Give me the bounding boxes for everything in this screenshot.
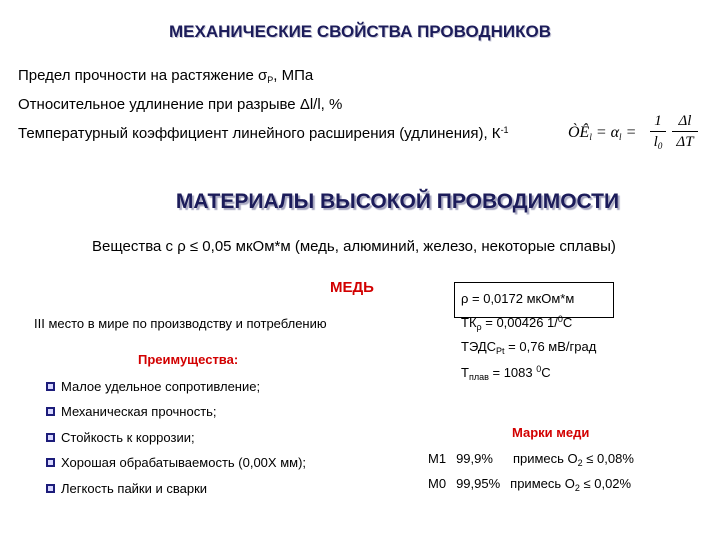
elongation-line: Относительное удлинение при разрыве Δl/l, %: [18, 96, 343, 113]
temp-coeff-line: [18, 125, 509, 142]
formula-fraction-1: 1 $l_0$: [650, 112, 666, 155]
tensile-text: Предел прочности на растяжение σ: [18, 67, 268, 84]
advantage-item: Легкость пайки и сварки: [46, 481, 207, 496]
resistivity-value: ρ = 0,0172 мкОм*м: [461, 291, 575, 306]
grade-row: М1 99,9% примесь $О_2 \le 0,08\%$: [428, 451, 634, 468]
expansion-formula: [568, 112, 708, 158]
page-title: МЕХАНИЧЕСКИЕ СВОЙСТВА ПРОВОДНИКОВ: [169, 22, 551, 41]
checkbox-bullet-icon: [46, 407, 55, 416]
copper-grades-title: Марки меди: [512, 425, 590, 440]
tensile-unit: , МПа: [273, 67, 314, 84]
checkbox-bullet-icon: [46, 382, 55, 391]
checkbox-bullet-icon: [46, 458, 55, 467]
production-rank: III место в мире по производству и потреблению: [34, 316, 327, 331]
temp-coeff-superscript: -1: [500, 125, 509, 135]
substances-line: Вещества с ρ ≤ 0,05 мкОм*м (медь, алюминий, железо, некоторые сплавы): [92, 238, 616, 255]
tensile-strength-line: [18, 67, 313, 85]
tensile-subscript: Р: [267, 75, 274, 85]
advantage-item: Малое удельное сопротивление;: [46, 379, 260, 394]
teds-value: $ТЭДС_{Pt} = 0,76$ мВ/град: [461, 339, 597, 356]
grade-row: М0 99,95% примесь $О_2 \le 0,02\%$: [428, 476, 632, 493]
formula-lhs: $ÒÊ_l = \alpha_l$ =: [568, 124, 637, 142]
advantage-item: Хорошая обрабатываемость (0,00Х мм);: [46, 455, 306, 470]
tk-value: $ТК_\rho = 0,00426$ 1/$^0$С: [461, 314, 573, 332]
melting-point-value: $Т_{плав} = 1083$ $^0$С: [461, 364, 551, 382]
formula-fraction-2: Δl ΔT: [672, 112, 698, 151]
advantage-item: Стойкость к коррозии;: [46, 430, 195, 445]
checkbox-bullet-icon: [46, 433, 55, 442]
copper-title: МЕДЬ: [330, 279, 374, 296]
advantage-item: Механическая прочность;: [46, 404, 217, 419]
checkbox-bullet-icon: [46, 484, 55, 493]
advantages-title: Преимущества:: [138, 352, 239, 367]
section-title: МАТЕРИАЛЫ ВЫСОКОЙ ПРОВОДИМОСТИ: [175, 190, 620, 213]
temp-coeff-text: Температурный коэффициент линейного расширения (удлинения), К: [18, 125, 501, 142]
